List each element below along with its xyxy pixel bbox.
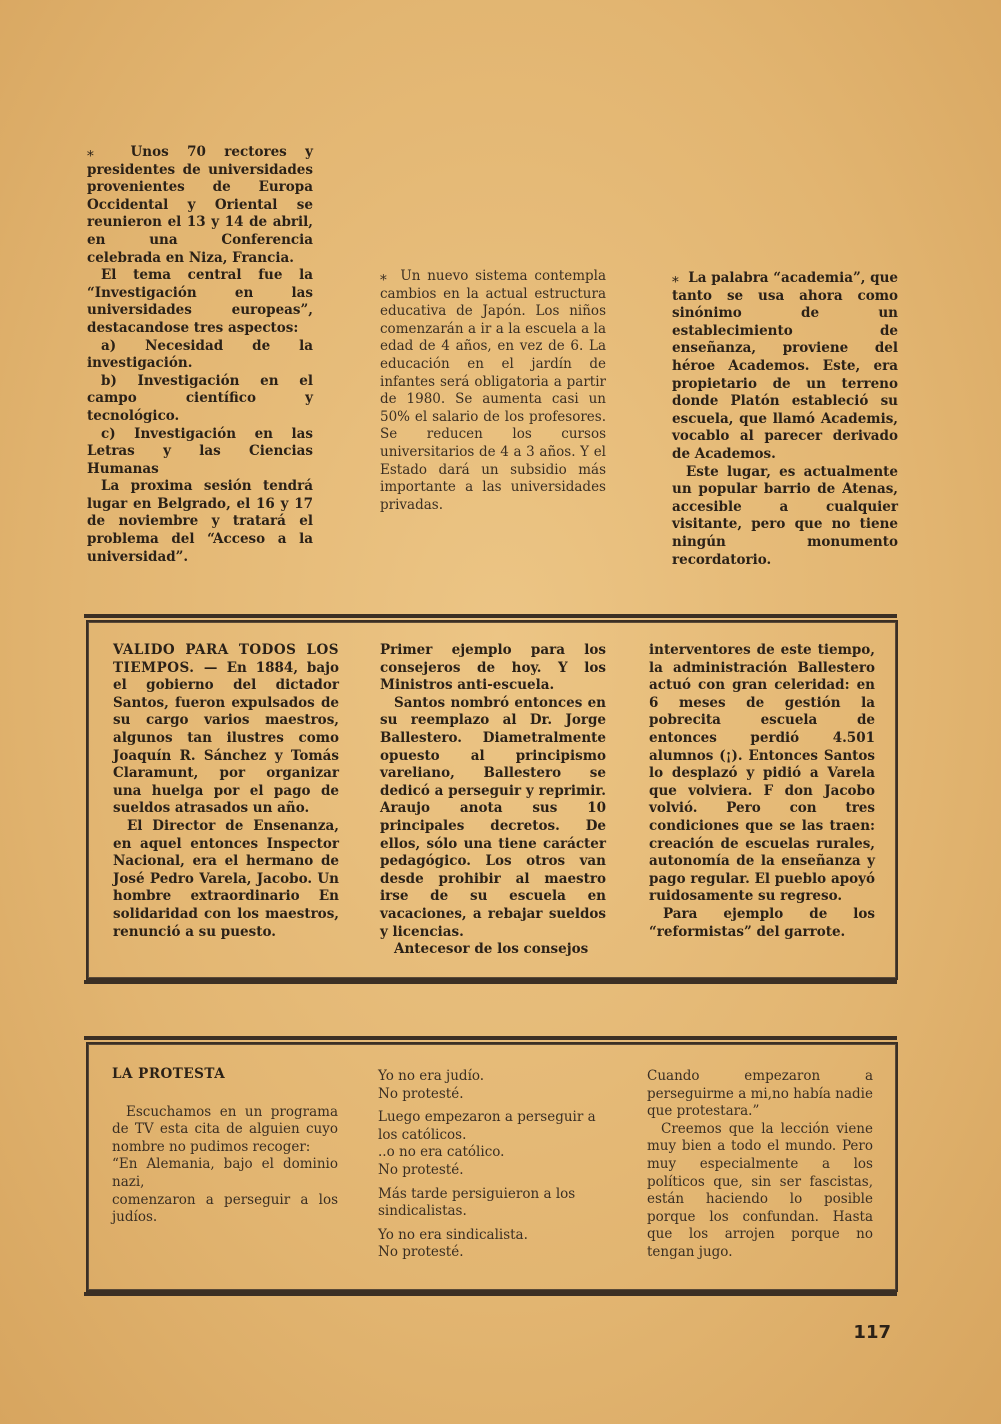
top-col1-para-5: c) Investigación en las Letras y las Ciencias Humanas [87,425,313,477]
box2-col3-para-1: Cuando empezaron a perseguirme a mi,no había nadie que protestara.” [647,1068,873,1120]
top-col3-para-1: ⁎ La palabra “academia”, que tanto se usa ahora como sinónimo de un establecimiento de enseñanza, proviene del héroe Academos. Este, era propietario de un terreno donde Platón estableció su escuela, que llamó Academis, vocablo al parecer derivado de Academos. [672,270,898,462]
box2-heading: LA PROTESTA [112,1066,226,1082]
top-col1-para-2: El tema central fue la “Investigación en las universidades europeas”, destacandose tres aspectos: [87,267,313,336]
box1-col2-para-1: Primer ejemplo para los consejeros de hoy. Y los Ministros anti-escuela. [380,642,606,694]
asterisk-marker: ⁎ [380,268,387,284]
box2-column-3 [647,1068,873,1262]
box1-column-1 [113,642,339,941]
top-col1-para-3: a) Necesidad de la investigación. [87,337,313,372]
box1-column-3 [649,642,875,941]
box1-col1-para-1: VALIDO PARA TODOS LOS TIEMPOS. — En 1884, bajo el gobierno del dictador Santos, fueron expulsados de su cargo varios maestros, algunos tan ilustres como Joaquín R. Sánchez y Tomás Claramunt, por organizar una huelga por el pago de sueldos atrasados un año. [113,642,339,817]
poem-line-4: ..o no era católico. [378,1144,505,1161]
box2-spacer [112,1084,338,1104]
asterisk-marker: ⁎ [672,270,679,286]
top-col1-para-4: b) Investigación en el campo científico y tecnológico. [87,372,313,424]
box1-col3-para-2: Para ejemplo de los “reformistas” del garrote. [649,905,875,940]
box2-col1-intro: Escuchamos en un programa de TV esta cita de alguien cuyo nombre no pudimos recoger: [112,1103,338,1155]
poem-line-3: Luego empezaron a perseguir a los católicos. [378,1109,596,1143]
top-col2-para: ⁎ Un nuevo sistema contempla cambios en la actual estructura educativa de Japón. Los niños comenzarán a ir a la escuela a la edad de 4 años, en vez de 6. La educación en el jardín de infantes será obligatoria a partir de 1980. Se aumenta casi un 50% el salario de los profesores. Se reducen los cursos universitarios de 4 a 3 años. Y el Estado dará un subsidio más importante a las universidades privadas. [380,268,607,513]
poem-line-1: Yo no era judío. [378,1068,485,1084]
box2-top-rule [84,1036,897,1040]
box2-column-1 [112,1066,338,1227]
poem-line-2: No protesté. [378,1085,464,1102]
poem-line-7: Yo no era sindicalista. [378,1226,528,1243]
top-column-1 [87,144,313,566]
poem-line-5: No protesté. [378,1161,464,1178]
box1-top-rule [84,614,897,618]
box2-column-2 [378,1068,606,1262]
box1-col1-para-2: El Director de Ensenanza, en aquel entonces Inspector Nacional, era el hermano de José Pedro Varela, Jacobo. Un hombre extraordinario En solidaridad con los maestros, renunció a su puesto. [113,817,339,940]
box2-bottom-rule [84,1292,897,1296]
box1-heading: VALIDO PARA TODOS LOS TIEMPOS. — [113,642,339,676]
box1-col2-para-3: Antecesor de los consejos [394,941,589,958]
box1-bottom-rule [84,980,897,984]
box2-col1-line-2: comenzaron a perseguir a los judíos. [112,1191,338,1226]
poem-line-8: No protesté. [378,1244,464,1261]
asterisk-marker: ⁎ [87,144,94,160]
top-col3-para-2: Este lugar, es actualmente un popular barrio de Atenas, accesible a cualquier visitante, pero que no tiene ningún monumento recordatorio. [672,463,898,568]
top-column-2 [380,268,606,514]
box1-column-2 [380,642,606,959]
top-col1-para-6: La proxima sesión tendrá lugar en Belgrado, el 16 y 17 de noviembre y tratará el problema del “Acceso a la universidad”. [87,478,313,565]
top-column-3 [672,270,898,569]
box1-col3-para-1: interventores de este tiempo, la administración Ballestero actuó con gran celeridad: en 6 meses de gestión la pobrecita escuela de entonces perdió 4.501 alumnos (¡). Entonces Santos lo desplazó y pidió a Varela que volviera. F don Jacobo volvió. Pero con tres condiciones que se las traen: creación de escuelas rurales, autonomía de la enseñanza y pago regular. El pueblo apoyó ruidosamente su regreso. [649,642,875,905]
poem-line-6: Más tarde persiguieron a los sindicalistas. [378,1185,576,1220]
top-col1-para-1: ⁎ Unos 70 rectores y presidentes de universidades provenientes de Europa Occidental y Oriental se reunieron el 13 y 14 de abril, en una Conferencia celebrada en Niza, Francia. [87,144,313,266]
page-number: 117 [853,1322,891,1343]
box1-col2-para-2: Santos nombró entonces en su reemplazo al Dr. Jorge Ballestero. Diametralmente opuesto al principismo vareliano, Ballestero se dedicó a perseguir y reprimir. Araujo anota sus 10 principales decretos. De ellos, sólo una tiene carácter pedagógico. Los otros van desde prohibir al maestro irse de su escuela en vacaciones, a rebajar sueldos y licencias. [380,694,606,940]
box2-col3-para-2: Creemos que la lección viene muy bien a todo el mundo. Pero muy especialmente a los políticos que, sin ser fascistas, están haciendo lo posible porque los confundan. Hasta que los arrojen porque no tengan jugo. [647,1120,873,1260]
box2-col1-line-1: “En Alemania, bajo el dominio nazi, [112,1156,338,1190]
